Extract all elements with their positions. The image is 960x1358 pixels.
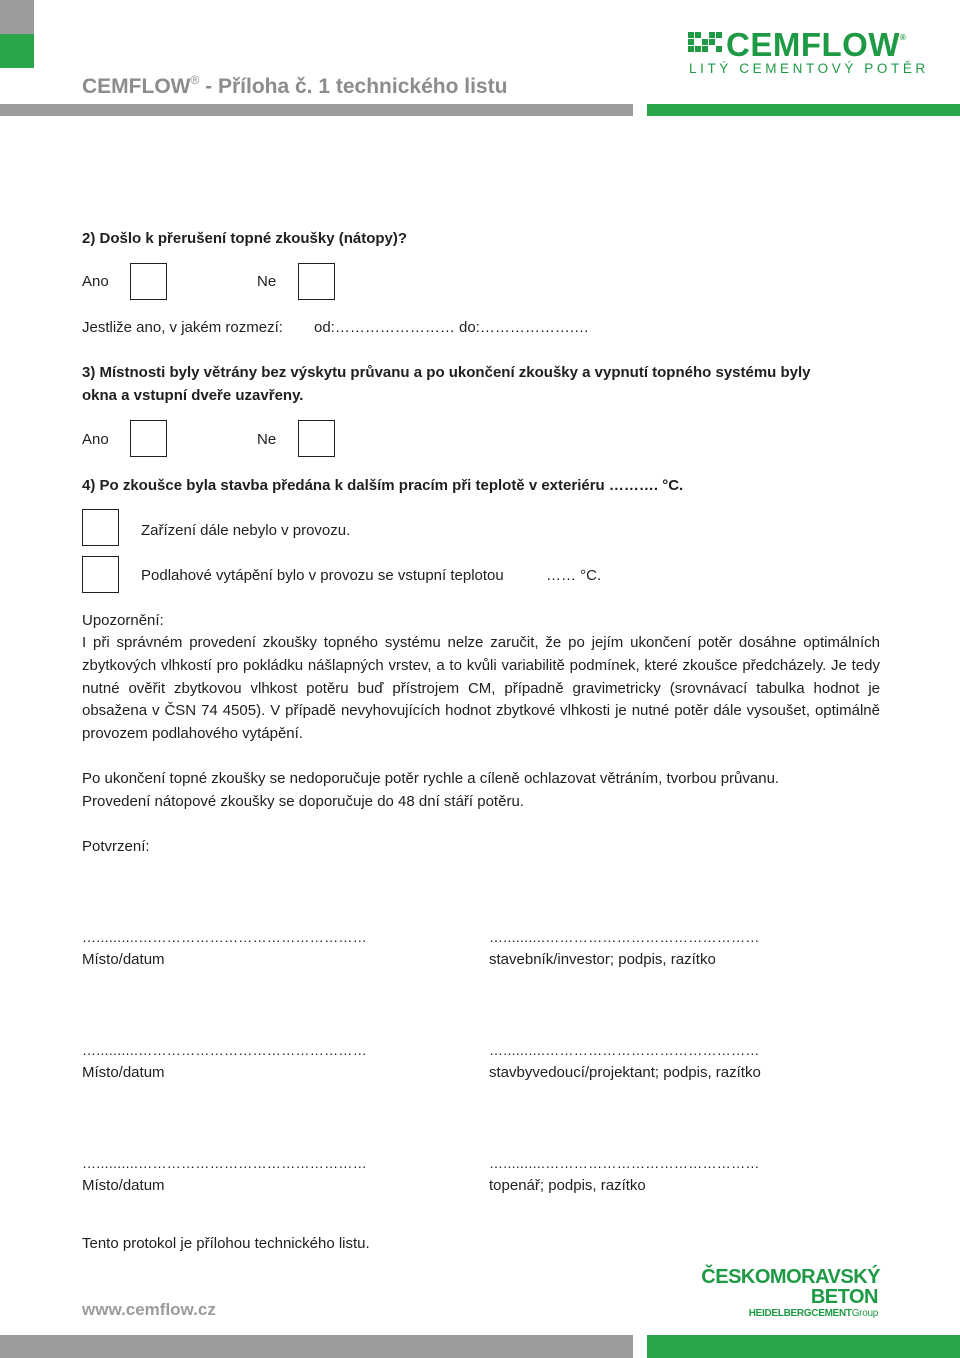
- notice-para2-line1: Po ukončení topné zkoušky se nedoporučuje potěr rychle a cíleně ochlazovat větráním, tvorbou průvanu.: [82, 770, 780, 787]
- title-brand: CEMFLOW: [82, 75, 191, 98]
- notice-heading: Upozornění:: [82, 612, 164, 629]
- sig3-place-label: Místo/datum: [82, 1177, 165, 1194]
- sig3-signature-line[interactable]: …..........………………………………………: [489, 1155, 760, 1171]
- corner-block-gray: [0, 0, 34, 34]
- q3-no-label: Ne: [257, 431, 277, 448]
- sig3-place-line[interactable]: …..........…………………………………………: [82, 1155, 367, 1171]
- q4-option1-checkbox[interactable]: [82, 509, 119, 546]
- question-3-line2: okna a vstupní dveře uzavřeny.: [82, 387, 304, 404]
- company-name-line2: BETON: [810, 1286, 878, 1308]
- sig3-signature-label: topenář; podpis, razítko: [489, 1177, 646, 1194]
- q4-option2-label: Podlahové vytápění bylo v provozu se vstupní teplotou: [141, 567, 504, 584]
- sig2-signature-line[interactable]: …..........………………………………………: [489, 1042, 760, 1058]
- footer-bar-gray: [0, 1335, 633, 1358]
- q3-no-checkbox[interactable]: [298, 420, 335, 457]
- logo-grid-icon: [688, 32, 722, 56]
- q2-range-fields[interactable]: od:…………………… do:……………….…: [314, 319, 590, 336]
- q4-option2-checkbox[interactable]: [82, 556, 119, 593]
- q3-yes-label: Ano: [82, 431, 109, 448]
- q4-option2-temperature[interactable]: …… °C.: [546, 567, 602, 584]
- notice-para2-line2: Provedení nátopové zkoušky se doporučuje do 48 dní stáří potěru.: [82, 793, 524, 810]
- q2-yes-label: Ano: [82, 273, 109, 290]
- question-3-line1: 3) Místnosti byly větrány bez výskytu průvanu a po ukončení zkoušky a vypnutí topného systému byly: [82, 364, 811, 381]
- header-bar-green: [647, 104, 960, 116]
- notice-body: I při správném provedení zkoušky topného systému nelze zaručit, že po jejím ukončení potěr dosáhne optimálních zbytkových vlhkostí pro pokládku nášlapných vrstev, a to kvůli variabilitě podmínek, které zkoušce předcházely. Je tedy nutné ověřit zbytkovou vlhkost potěru buď přístrojem CM, případně gravimetricky (srovnávací tabulka hodnot je obsažena v ČSN 74 4505). V případě nevyhovujících hodnot zbytkové vlhkosti je nutné potěr dále vysoušet, optimálně provozem podlahového vytápění.: [82, 634, 880, 743]
- q4-option1-label: Zařízení dále nebylo v provozu.: [141, 522, 351, 539]
- header-bar-gray: [0, 104, 633, 116]
- sig1-place-label: Místo/datum: [82, 951, 165, 968]
- sig1-signature-label: stavebník/investor; podpis, razítko: [489, 951, 716, 968]
- sig2-place-label: Místo/datum: [82, 1064, 165, 1081]
- sig1-place-line[interactable]: …..........…………………………………………: [82, 929, 367, 945]
- logo-name: CEMFLOW®: [726, 26, 907, 63]
- registered-mark: ®: [190, 73, 200, 87]
- q2-range-label: Jestliže ano, v jakém rozmezí:: [82, 319, 283, 336]
- question-4: 4) Po zkoušce byla stavba předána k dalším pracím při teplotě v exteriéru ………. °C.: [82, 477, 684, 494]
- q3-yes-checkbox[interactable]: [130, 420, 167, 457]
- footer-note: Tento protokol je přílohou technického listu.: [82, 1235, 370, 1252]
- q2-no-label: Ne: [257, 273, 277, 290]
- company-name-line1: ČESKOMORAVSKÝ: [701, 1266, 880, 1288]
- sig2-signature-label: stavbyvedoucí/projektant; podpis, razítko: [489, 1064, 761, 1081]
- page-title: [82, 73, 507, 99]
- confirmation-heading: Potvrzení:: [82, 838, 150, 855]
- q2-yes-checkbox[interactable]: [130, 263, 167, 300]
- company-group: HEIDELBERGCEMENTGroup: [748, 1308, 878, 1319]
- title-rest: - Příloha č. 1 technického listu: [199, 75, 508, 98]
- corner-block-green: [0, 34, 34, 68]
- ceskomoravsky-beton-logo: [700, 1266, 882, 1322]
- logo-tagline: LITÝ CEMENTOVÝ POTĚR: [689, 61, 929, 76]
- sig2-place-line[interactable]: …..........…………………………………………: [82, 1042, 367, 1058]
- footer-bar-green: [647, 1335, 960, 1358]
- cemflow-logo: [688, 26, 929, 80]
- question-2: 2) Došlo k přerušení topné zkoušky (nátopy)?: [82, 230, 408, 247]
- q2-no-checkbox[interactable]: [298, 263, 335, 300]
- sig1-signature-line[interactable]: …..........………………………………………: [489, 929, 760, 945]
- website-link[interactable]: www.cemflow.cz: [82, 1300, 216, 1319]
